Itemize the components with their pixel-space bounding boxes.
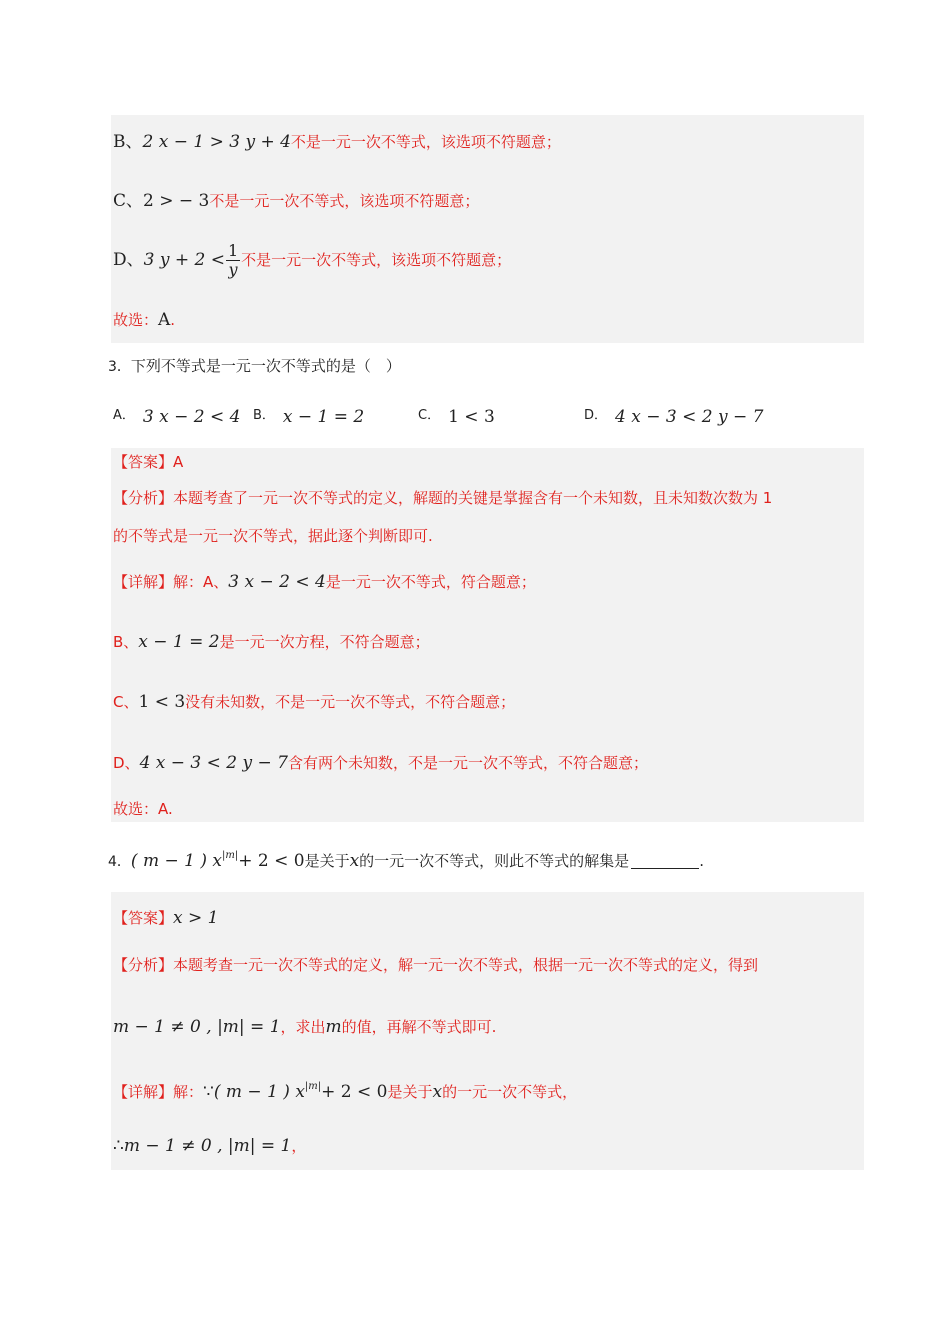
analysis-label: 【分析】 (113, 956, 174, 974)
analysis-label: 【分析】 (113, 489, 174, 507)
analysis-line-q4-2 (113, 1016, 496, 1038)
detail-math: 3 x − 2 < 4 (228, 572, 326, 592)
option-c-label: C、 (113, 191, 144, 211)
analysis-text: 的值，再解不等式即可. (341, 1018, 497, 1036)
therefore-math: m − 1 ≠ 0 , |m| = 1 (123, 1136, 292, 1156)
option-c-text: 不是一元一次不等式，该选项不符题意； (209, 192, 480, 210)
answer-blank (631, 852, 699, 869)
detail-math-b: + 2 < 0 (321, 1082, 388, 1102)
q3-option-c (418, 405, 495, 428)
option-b-text: 不是一元一次不等式，该选项不符题意； (290, 133, 561, 151)
detail-text: 是关于 (387, 1083, 433, 1101)
choose-text: 故选：A. (113, 800, 173, 818)
detail-d (113, 752, 648, 774)
option-d-text: 不是一元一次不等式，该选项不符题意； (241, 251, 512, 269)
option-math: x − 1 = 2 (282, 407, 365, 427)
analysis-line-q4-1 (113, 954, 758, 976)
option-b-explanation (113, 131, 561, 153)
analysis-text: 本题考查了一元一次不等式的定义，解题的关键是掌握含有一个未知数，且未知数次数为 1 (173, 489, 773, 507)
q4-math-b: + 2 < 0 (238, 851, 305, 871)
q4-math-a: ( m − 1 ) x (130, 851, 222, 871)
answer-math: x > 1 (173, 908, 219, 928)
option-label: A． (113, 408, 135, 423)
detail-var: x (432, 1082, 443, 1102)
analysis-text: ，求出 (280, 1018, 326, 1036)
detail-text: 是一元一次方程，不符合题意； (219, 633, 430, 651)
option-d-explanation (113, 238, 511, 282)
detail-math: 4 x − 3 < 2 y − 7 (139, 753, 288, 773)
question-number: 4． (108, 854, 131, 870)
detail-prefix: C、 (113, 693, 139, 711)
option-math: 1 < 3 (448, 407, 495, 427)
answer-line (113, 451, 183, 473)
analysis-line-1 (113, 487, 772, 509)
detail-label: 【详解】 (113, 1083, 174, 1101)
option-label: C． (418, 408, 441, 423)
option-math: 3 x − 2 < 4 (142, 407, 241, 427)
detail-q4 (113, 1076, 577, 1103)
question-text: 下列不等式是一元一次不等式的是（ ） (130, 357, 401, 375)
therefore-line (113, 1135, 306, 1157)
question-3-stem (108, 355, 401, 378)
analysis-text: 的不等式是一元一次不等式，据此逐个判断即可. (113, 527, 433, 545)
detail-a (113, 571, 536, 593)
choose-line-2 (113, 798, 173, 820)
detail-math: x − 1 = 2 (138, 632, 220, 652)
q4-text-2: 的一元一次不等式，则此不等式的解集是 (359, 852, 630, 870)
detail-exponent: |m| (304, 1081, 322, 1092)
option-c-explanation (113, 190, 479, 212)
question-number: 3． (108, 359, 131, 375)
detail-text: 没有未知数，不是一元一次不等式，不符合题意； (185, 693, 516, 711)
answer-line-q4 (113, 907, 218, 929)
q4-var: x (349, 851, 360, 871)
because-symbol: ∵ (203, 1082, 214, 1102)
option-d-label: D、 (113, 250, 144, 270)
answer-value: A (173, 453, 184, 471)
q3-option-a (113, 405, 240, 428)
analysis-var: m (325, 1017, 342, 1037)
choose-end: . (170, 311, 176, 329)
option-b-label: B、 (113, 132, 143, 152)
therefore-symbol: ∴ (113, 1136, 124, 1156)
detail-prefix: 解： (173, 1083, 204, 1101)
detail-text: 是一元一次不等式，符合题意； (325, 573, 536, 591)
q3-option-b (253, 405, 364, 428)
analysis-math: m − 1 ≠ 0 , |m| = 1 (113, 1017, 281, 1037)
option-b-math: 2 x − 1 > 3 y + 4 (142, 132, 291, 152)
detail-math-a: ( m − 1 ) x (213, 1082, 305, 1102)
option-c-math: 2 > − 3 (143, 191, 210, 211)
detail-math: 1 < 3 (138, 692, 186, 712)
answer-label: 【答案】 (113, 909, 174, 927)
fraction (226, 242, 240, 279)
detail-prefix: B、 (113, 633, 139, 651)
option-math: 4 x − 3 < 2 y − 7 (615, 407, 764, 427)
fraction-numerator: 1 (227, 241, 239, 260)
q4-text-1: 是关于 (304, 852, 350, 870)
fraction-denominator: y (228, 260, 238, 279)
choose-answer: A (158, 310, 171, 330)
option-d-math: 3 y + 2 < (143, 250, 225, 270)
option-label: B． (253, 408, 275, 423)
analysis-text: 本题考查一元一次不等式的定义，解一元一次不等式，根据一元一次不等式的定义，得到 (173, 956, 759, 974)
question-4-stem (108, 845, 704, 873)
answer-label: 【答案】 (113, 453, 174, 471)
detail-c (113, 691, 515, 713)
detail-b (113, 631, 430, 653)
choose-line-1 (113, 309, 175, 331)
analysis-line-2 (113, 525, 433, 547)
q3-option-d (584, 405, 763, 428)
detail-prefix: 解：A、 (173, 573, 229, 591)
detail-prefix: D、 (113, 754, 140, 772)
detail-text: 含有两个未知数，不是一元一次不等式，不符合题意； (287, 754, 648, 772)
detail-label: 【详解】 (113, 573, 174, 591)
therefore-end: ， (291, 1137, 307, 1155)
q4-exponent: |m| (221, 850, 239, 861)
detail-text: 的一元一次不等式， (442, 1083, 578, 1101)
option-label: D． (584, 408, 608, 423)
q4-end: . (699, 852, 704, 870)
choose-label: 故选： (113, 311, 159, 329)
